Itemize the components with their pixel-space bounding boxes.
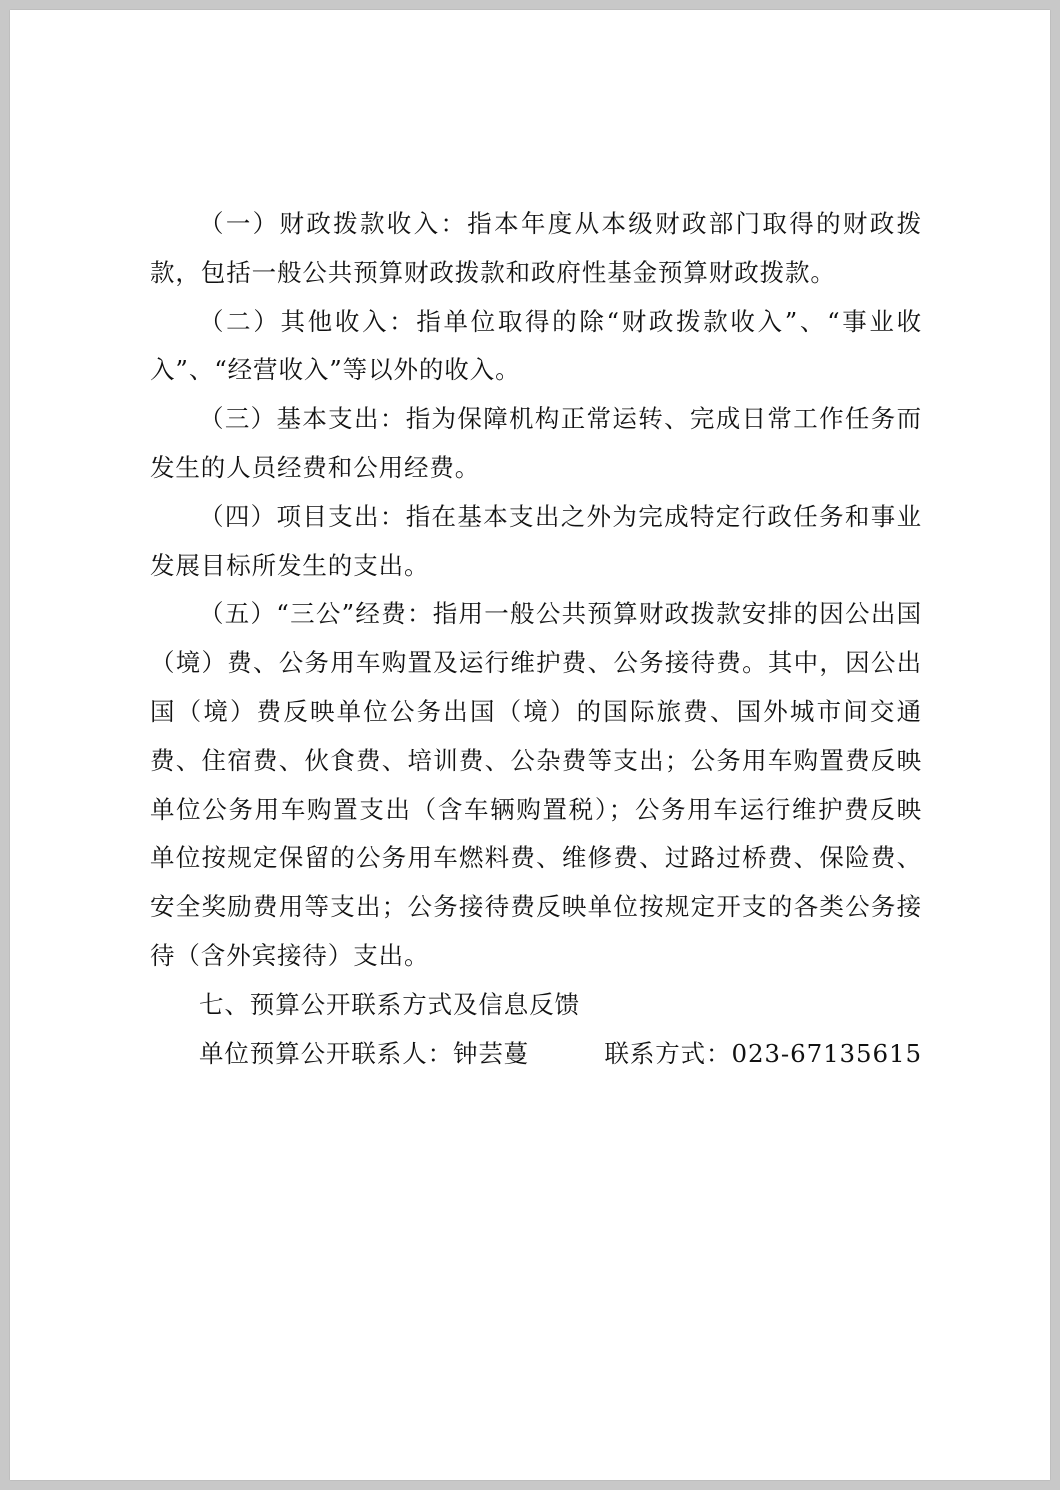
section-heading-contact: 七、预算公开联系方式及信息反馈 — [199, 989, 580, 1019]
paragraph-project-expenditure: （四）项目支出：指在基本支出之外为完成特定行政任务和事业发展目标所发生的支出。 — [150, 501, 922, 580]
paragraph-three-public-expenses: （五）“三公”经费：指用一般公共预算财政拨款安排的因公出国（境）费、公务用车购置及运行维护费、公务接待费。其中，因公出国（境）费反映单位公务出国（境）的国际旅费、国外城市间交通费、住宿费、伙食费、培训费、公杂费等支出；公务用车购置费反映单位公务用车购置支出（含车辆购置税）；公务用车运行维护费反映单位按规定保留的公务用车燃料费、维修费、过路过桥费、保险费、安全奖励费用等支出；公务接待费反映单位按规定开支的各类公务接待（含外宾接待）支出。 — [150, 599, 922, 970]
paragraph-other-income: （二）其他收入：指单位取得的除“财政拨款收入”、“事业收入”、“经营收入”等以外的收入。 — [150, 306, 922, 385]
document-body — [150, 200, 922, 1078]
paragraph-basic-expenditure: （三）基本支出：指为保障机构正常运转、完成日常工作任务而发生的人员经费和公用经费。 — [150, 404, 922, 482]
contact-method: 联系方式：023-67135615 — [604, 1038, 922, 1068]
paragraph-fiscal-appropriation-income: （一）财政拨款收入：指本年度从本级财政部门取得的财政拨款，包括一般公共预算财政拨款和政府性基金预算财政拨款。 — [150, 209, 922, 287]
contact-line — [150, 1030, 922, 1079]
contact-person: 单位预算公开联系人：钟芸蔓 — [199, 1038, 530, 1068]
